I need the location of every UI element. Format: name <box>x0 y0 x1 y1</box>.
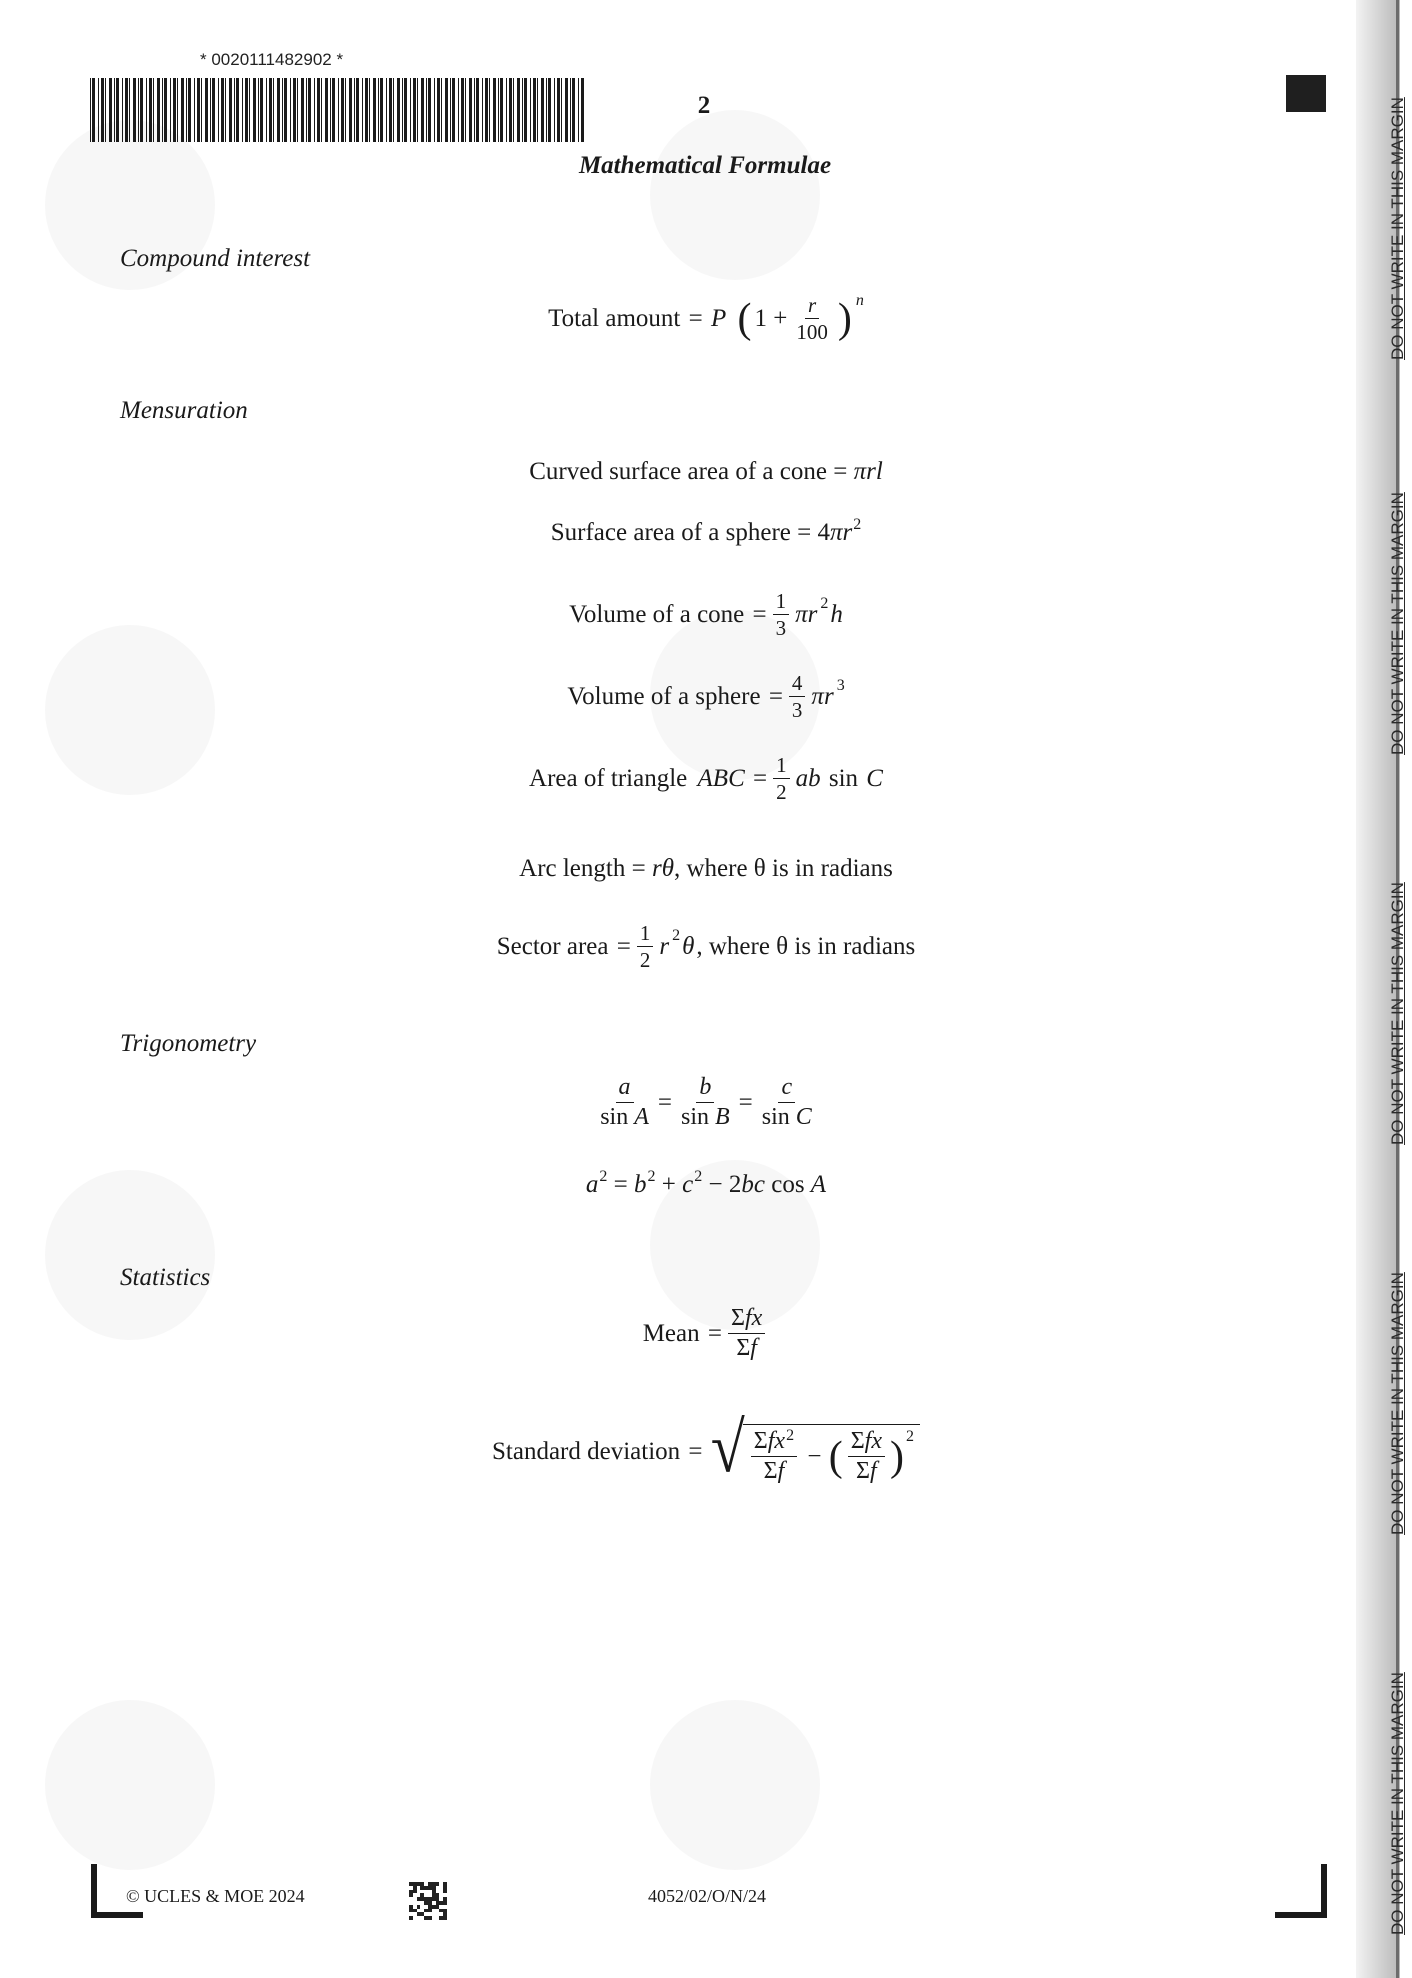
formula-note: , where θ is in radians <box>673 855 893 882</box>
formula-label: Volume of a sphere <box>567 683 761 711</box>
watermark-logo <box>650 110 820 280</box>
formula-arc-length: Arc length = rθ, where θ is in radians <box>519 855 893 882</box>
watermark-logo <box>45 1700 215 1870</box>
section-heading-mensuration: Mensuration <box>120 397 248 424</box>
formula-note: , where θ is in radians <box>696 933 916 961</box>
section-heading-statistics: Statistics <box>120 1264 211 1291</box>
registration-mark <box>1286 75 1326 112</box>
formula-label: Standard deviation <box>492 1437 681 1465</box>
formula-sphere-surface: Surface area of a sphere = $4\pi r^2$ <box>550 516 862 546</box>
section-heading-compound-interest: Compound interest <box>120 245 311 272</box>
formula-label: Area of triangle <box>529 765 688 793</box>
formula-cosine-rule: $a^2 = b^2 + c^2 - 2bc$ cos A <box>585 1168 827 1198</box>
section-heading-trigonometry: Trigonometry <box>120 1030 257 1057</box>
formula-label: Mean <box>642 1320 700 1348</box>
barcode <box>90 78 588 142</box>
formula-cone-volume: Volume of a cone = $\frac{1}{3}$ πr 2 h <box>569 589 843 641</box>
formula-label: Arc length <box>519 855 626 882</box>
formula-standard-deviation: Standard deviation = √ $\frac{\Sigma fx^2}{\Sigma f}$ − ( $\frac{\text{Σfx}}{\Sigma f}$ ) 2 <box>0 1418 1412 1484</box>
formula-sine-rule: $\frac{a}{\text{sin A}}$ = $\frac{b}{\text{sin B}}$ = $\frac{c}{\text{sin C}}$ <box>600 1074 812 1131</box>
page-title: Mathematical Formulae <box>578 152 832 179</box>
watermark-logo <box>650 1700 820 1870</box>
footer-paper-code: 4052/02/O/N/24 <box>648 1886 767 1906</box>
corner-mark-right <box>1275 1864 1327 1918</box>
margin-warning-text: DO NOT WRITE IN THIS MARGIN <box>1388 1272 1407 1535</box>
formula-sector-area: Sector area = $\frac{1}{2}$ r 2 θ , where θ is in radians <box>496 921 916 973</box>
formula-compound-interest: Total amount = P ( 1 + $\frac{r}{100}$ ) n <box>548 291 864 345</box>
formula-cone-curved-surface: Curved surface area of a cone = πrl <box>529 458 883 485</box>
qr-code-icon <box>409 1882 447 1920</box>
formula-label: Curved surface area of a cone <box>529 458 827 485</box>
margin-warning-text: DO NOT WRITE IN THIS MARGIN <box>1388 97 1407 360</box>
margin-warning-text: DO NOT WRITE IN THIS MARGIN <box>1388 882 1407 1145</box>
formula-label: Surface area of a sphere <box>550 519 791 546</box>
formula-sphere-volume: Volume of a sphere = $\frac{4}{3}$ πr 3 <box>567 671 845 723</box>
formula-mean: Mean = $\frac{\text{Σfx}}{\Sigma f}$ <box>0 1306 1412 1361</box>
barcode-number: * 0020111482902 * <box>200 50 344 69</box>
margin-warning-text: DO NOT WRITE IN THIS MARGIN <box>1388 1672 1407 1935</box>
formula-label: Total amount <box>548 305 681 333</box>
formula-label: Sector area <box>496 933 609 961</box>
formula-triangle-area: Area of triangle ABC = $\frac{1}{2}$ ab sin C <box>529 753 883 805</box>
formula-label: Volume of a cone <box>569 601 745 629</box>
margin-warning-text: DO NOT WRITE IN THIS MARGIN <box>1388 492 1407 755</box>
footer-copyright: © UCLES & MOE 2024 <box>126 1886 305 1906</box>
page-number: 2 <box>697 92 711 119</box>
